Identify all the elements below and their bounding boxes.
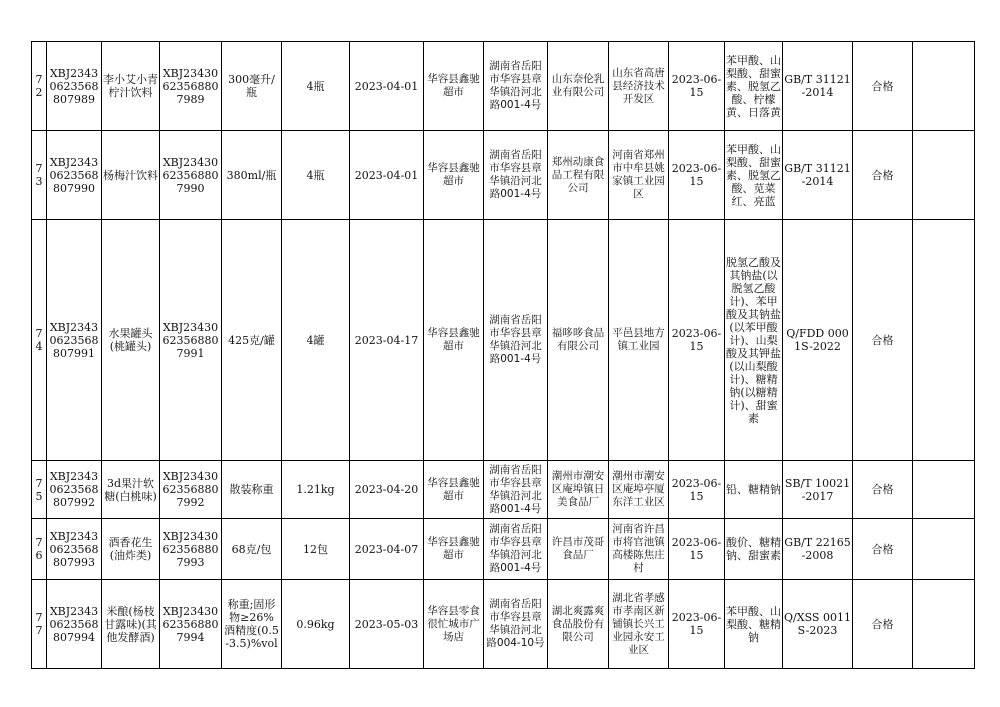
test-items: 苯甲酸、山梨酸、糖精钠 xyxy=(725,580,783,669)
specification: 380ml/瓶 xyxy=(222,131,282,220)
specification: 散装称重 xyxy=(222,461,282,519)
standard-code: Q/FDD 0001S-2022 xyxy=(783,220,853,461)
task-id: XBJ23430623568807994 xyxy=(160,580,222,669)
table-row xyxy=(32,580,975,669)
sample-id: XBJ23430623568807990 xyxy=(47,131,102,220)
quantity: 4瓶 xyxy=(282,131,350,220)
quantity: 4罐 xyxy=(282,220,350,461)
test-items: 铅、糖精钠 xyxy=(725,461,783,519)
task-id: XBJ23430623568807991 xyxy=(160,220,222,461)
producer-address: 山东省高唐县经济技术开发区 xyxy=(609,42,669,131)
test-date: 2023-06-15 xyxy=(669,42,725,131)
specification: 68克/包 xyxy=(222,519,282,580)
task-id: XBJ23430623568807992 xyxy=(160,461,222,519)
producer-address: 河南省郑州市中牟县姚家镇工业园区 xyxy=(609,131,669,220)
row-number: 74 xyxy=(32,220,47,461)
product-name: 米酿(杨枝甘露味)(其他发酵酒) xyxy=(102,580,160,669)
remark-cell xyxy=(913,131,975,220)
result-status: 合格 xyxy=(853,220,913,461)
test-date: 2023-06-15 xyxy=(669,461,725,519)
quantity: 0.96kg xyxy=(282,580,350,669)
sampled-unit: 华容县零食很忙城市广场店 xyxy=(424,580,484,669)
remark-cell xyxy=(913,461,975,519)
product-name: 杨梅汁饮料 xyxy=(102,131,160,220)
task-id: XBJ23430623568807989 xyxy=(160,42,222,131)
sampled-unit: 华容县鑫驰超市 xyxy=(424,220,484,461)
row-number: 77 xyxy=(32,580,47,669)
sampled-unit: 华容县鑫驰超市 xyxy=(424,519,484,580)
test-date: 2023-06-15 xyxy=(669,220,725,461)
quantity: 4瓶 xyxy=(282,42,350,131)
table-row xyxy=(32,131,975,220)
task-id: XBJ23430623568807990 xyxy=(160,131,222,220)
production-date: 2023-04-07 xyxy=(350,519,424,580)
product-name: 酒香花生(油炸类) xyxy=(102,519,160,580)
row-number: 73 xyxy=(32,131,47,220)
test-items: 脱氢乙酸及其钠盐(以脱氢乙酸计)、苯甲酸及其钠盐(以苯甲酸计)、山梨酸及其钾盐(以山梨酸计)、糖精钠(以糖精计)、甜蜜素 xyxy=(725,220,783,461)
producer-name: 湖北爽露爽食品股份有限公司 xyxy=(548,580,609,669)
product-name: 3d果汁软糖(白桃味) xyxy=(102,461,160,519)
producer-name: 潮州市潮安区庵埠镇日美食品厂 xyxy=(548,461,609,519)
producer-address: 平邑县地方镇工业园 xyxy=(609,220,669,461)
specification: 300毫升/瓶 xyxy=(222,42,282,131)
row-number: 72 xyxy=(32,42,47,131)
test-date: 2023-06-15 xyxy=(669,131,725,220)
producer-name: 许昌市茂哥食品厂 xyxy=(548,519,609,580)
producer-name: 福哆哆食品有限公司 xyxy=(548,220,609,461)
remark-cell xyxy=(913,519,975,580)
standard-code: Q/XSS 0011S-2023 xyxy=(783,580,853,669)
table-row xyxy=(32,519,975,580)
producer-address: 湖北省孝感市孝南区新铺镇长兴工业园永安工业区 xyxy=(609,580,669,669)
row-number: 76 xyxy=(32,519,47,580)
production-date: 2023-04-17 xyxy=(350,220,424,461)
sampled-address: 湖南省岳阳市华容县章华镇沿河北路001-4号 xyxy=(484,131,548,220)
sampled-address: 湖南省岳阳市华容县章华镇沿河北路001-4号 xyxy=(484,461,548,519)
standard-code: GB/T 31121-2014 xyxy=(783,42,853,131)
specification: 425克/罐 xyxy=(222,220,282,461)
producer-address: 潮州市潮安区庵埠亭厦东洋工业区 xyxy=(609,461,669,519)
production-date: 2023-04-01 xyxy=(350,42,424,131)
producer-address: 河南省许昌市将官池镇高楼陈焦庄村 xyxy=(609,519,669,580)
result-status: 合格 xyxy=(853,131,913,220)
result-status: 合格 xyxy=(853,42,913,131)
production-date: 2023-04-01 xyxy=(350,131,424,220)
result-status: 合格 xyxy=(853,519,913,580)
test-items: 苯甲酸、山梨酸、甜蜜素、脱氢乙酸、苋菜红、亮蓝 xyxy=(725,131,783,220)
inspection-results-table xyxy=(31,41,975,669)
remark-cell xyxy=(913,220,975,461)
sampled-unit: 华容县鑫驰超市 xyxy=(424,131,484,220)
quantity: 1.21kg xyxy=(282,461,350,519)
sampled-address: 湖南省岳阳市华容县章华镇沿河北路001-4号 xyxy=(484,519,548,580)
product-name: 水果罐头(桃罐头) xyxy=(102,220,160,461)
standard-code: SB/T 10021-2017 xyxy=(783,461,853,519)
specification: 称重;固形物≥26% 酒精度(0.5-3.5)%vol xyxy=(222,580,282,669)
production-date: 2023-04-20 xyxy=(350,461,424,519)
test-date: 2023-06-15 xyxy=(669,519,725,580)
test-items: 苯甲酸、山梨酸、甜蜜素、脱氢乙酸、柠檬黄、日落黄 xyxy=(725,42,783,131)
remark-cell xyxy=(913,42,975,131)
sample-id: XBJ23430623568807991 xyxy=(47,220,102,461)
row-number: 75 xyxy=(32,461,47,519)
sample-id: XBJ23430623568807993 xyxy=(47,519,102,580)
product-name: 李小艾小青柠汁饮料 xyxy=(102,42,160,131)
table-row xyxy=(32,461,975,519)
sample-id: XBJ23430623568807992 xyxy=(47,461,102,519)
standard-code: GB/T 31121-2014 xyxy=(783,131,853,220)
test-date: 2023-06-15 xyxy=(669,580,725,669)
result-status: 合格 xyxy=(853,461,913,519)
sampled-address: 湖南省岳阳市华容县章华镇沿河北路004-10号 xyxy=(484,580,548,669)
sampled-unit: 华容县鑫驰超市 xyxy=(424,461,484,519)
task-id: XBJ23430623568807993 xyxy=(160,519,222,580)
quantity: 12包 xyxy=(282,519,350,580)
table-row xyxy=(32,42,975,131)
result-status: 合格 xyxy=(853,580,913,669)
production-date: 2023-05-03 xyxy=(350,580,424,669)
remark-cell xyxy=(913,580,975,669)
table-row xyxy=(32,220,975,461)
sampled-address: 湖南省岳阳市华容县章华镇沿河北路001-4号 xyxy=(484,220,548,461)
producer-name: 郑州动康食品工程有限公司 xyxy=(548,131,609,220)
sampled-unit: 华容县鑫驰超市 xyxy=(424,42,484,131)
test-items: 酸价、糖精钠、甜蜜素 xyxy=(725,519,783,580)
sample-id: XBJ23430623568807994 xyxy=(47,580,102,669)
sample-id: XBJ23430623568807989 xyxy=(47,42,102,131)
sampled-address: 湖南省岳阳市华容县章华镇沿河北路001-4号 xyxy=(484,42,548,131)
producer-name: 山东奈伦乳业有限公司 xyxy=(548,42,609,131)
standard-code: GB/T 22165-2008 xyxy=(783,519,853,580)
